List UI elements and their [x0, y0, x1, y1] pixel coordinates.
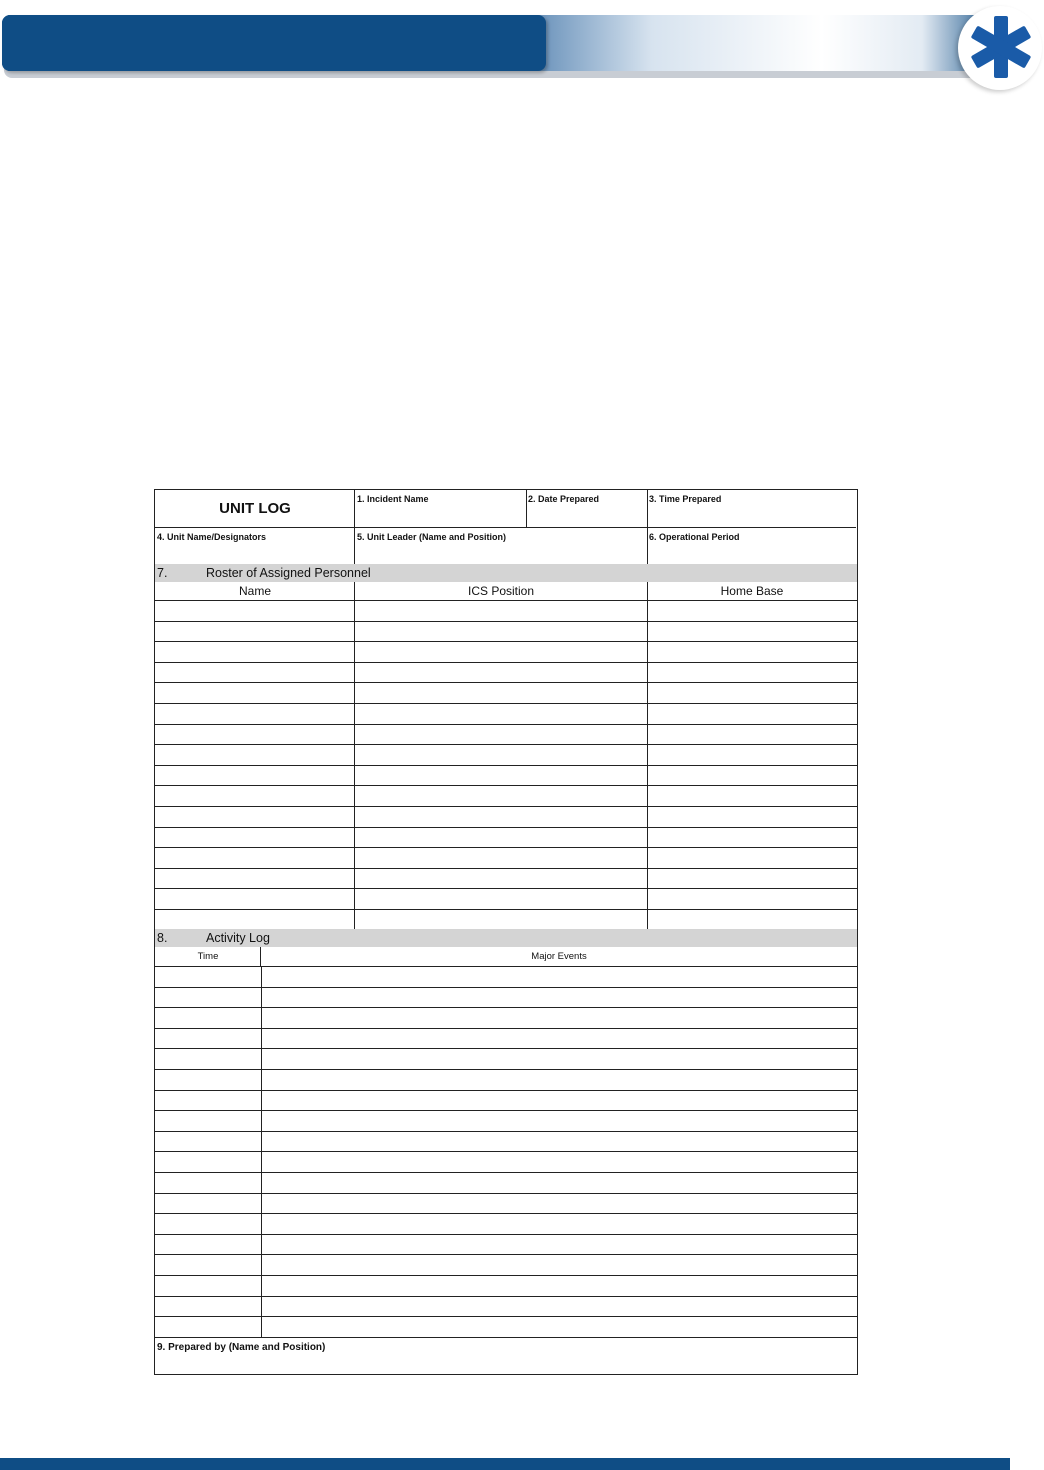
roster-cell[interactable] — [155, 868, 355, 889]
roster-section-header — [155, 564, 857, 582]
activity-cell[interactable] — [155, 1028, 262, 1049]
roster-row — [155, 745, 858, 766]
roster-cell[interactable] — [648, 848, 858, 869]
roster-cell[interactable] — [648, 889, 858, 910]
roster-section-number: 7. — [157, 566, 168, 580]
roster-col-name: Name — [238, 584, 271, 598]
activity-row — [155, 1090, 858, 1111]
activity-cell[interactable] — [262, 1296, 858, 1317]
roster-row — [155, 889, 858, 910]
roster-cell[interactable] — [355, 806, 648, 827]
activity-cell[interactable] — [155, 1008, 262, 1029]
roster-cell[interactable] — [155, 909, 355, 930]
roster-cell[interactable] — [155, 683, 355, 704]
activity-cell[interactable] — [262, 1317, 858, 1338]
roster-cell[interactable] — [648, 786, 858, 807]
roster-cell[interactable] — [155, 642, 355, 663]
roster-cell[interactable] — [648, 909, 858, 930]
activity-row — [155, 1172, 858, 1193]
roster-cell[interactable] — [155, 703, 355, 724]
roster-cell[interactable] — [355, 827, 648, 848]
roster-row — [155, 703, 858, 724]
activity-row — [155, 1255, 858, 1276]
divider — [354, 582, 355, 600]
activity-cell[interactable] — [262, 1049, 858, 1070]
activity-cell[interactable] — [262, 1275, 858, 1296]
roster-cell[interactable] — [355, 848, 648, 869]
activity-cell[interactable] — [155, 1152, 262, 1173]
activity-cell[interactable] — [262, 1131, 858, 1152]
activity-cell[interactable] — [262, 967, 858, 988]
incident-name-label: 1. Incident Name — [357, 494, 429, 504]
divider — [155, 527, 856, 528]
roster-cell[interactable] — [648, 724, 858, 745]
activity-row — [155, 1131, 858, 1152]
operational-period-label: 6. Operational Period — [649, 532, 740, 542]
roster-cell[interactable] — [648, 806, 858, 827]
prepared-by-label: 9. Prepared by (Name and Position) — [157, 1342, 326, 1353]
roster-row — [155, 621, 858, 642]
divider — [647, 582, 648, 600]
activity-table — [154, 966, 858, 1338]
roster-cell[interactable] — [155, 806, 355, 827]
unit-log-form — [154, 489, 858, 1375]
roster-row — [155, 683, 858, 704]
activity-cell[interactable] — [262, 1214, 858, 1235]
roster-cell[interactable] — [155, 662, 355, 683]
roster-cell[interactable] — [355, 642, 648, 663]
roster-cell[interactable] — [155, 621, 355, 642]
activity-cell[interactable] — [262, 1069, 858, 1090]
activity-cell[interactable] — [155, 1193, 262, 1214]
roster-cell[interactable] — [155, 786, 355, 807]
roster-section-title: Roster of Assigned Personnel — [206, 566, 371, 580]
roster-cell[interactable] — [648, 601, 858, 622]
banner-dark-segment — [2, 15, 546, 71]
activity-section-title: Activity Log — [206, 931, 270, 945]
roster-row — [155, 868, 858, 889]
activity-cell[interactable] — [155, 1317, 262, 1338]
activity-cell[interactable] — [262, 1028, 858, 1049]
unit-name-label: 4. Unit Name/Designators — [157, 532, 267, 542]
roster-row — [155, 786, 858, 807]
activity-cell[interactable] — [155, 1049, 262, 1070]
roster-cell[interactable] — [355, 703, 648, 724]
roster-cell[interactable] — [155, 889, 355, 910]
activity-row — [155, 1111, 858, 1132]
roster-row — [155, 601, 858, 622]
header-banner — [0, 0, 1044, 90]
activity-cell[interactable] — [262, 987, 858, 1008]
roster-cell[interactable] — [648, 683, 858, 704]
divider — [526, 490, 527, 527]
activity-cell[interactable] — [262, 1234, 858, 1255]
time-prepared-label: 3. Time Prepared — [649, 494, 722, 504]
activity-row — [155, 1028, 858, 1049]
activity-row — [155, 987, 858, 1008]
activity-section-header — [155, 929, 857, 947]
activity-cell[interactable] — [262, 1172, 858, 1193]
roster-row — [155, 848, 858, 869]
activity-cell[interactable] — [155, 1214, 262, 1235]
activity-cell[interactable] — [155, 1111, 262, 1132]
activity-row — [155, 1296, 858, 1317]
roster-cell[interactable] — [355, 868, 648, 889]
divider — [260, 947, 261, 966]
activity-row — [155, 1193, 858, 1214]
roster-row — [155, 909, 858, 930]
activity-cell[interactable] — [155, 1296, 262, 1317]
activity-row — [155, 1275, 858, 1296]
activity-cell[interactable] — [155, 1069, 262, 1090]
roster-cell[interactable] — [355, 601, 648, 622]
roster-cell[interactable] — [355, 724, 648, 745]
date-prepared-label: 2. Date Prepared — [528, 494, 600, 504]
roster-cell[interactable] — [155, 724, 355, 745]
activity-cell[interactable] — [262, 1008, 858, 1029]
roster-cell[interactable] — [155, 848, 355, 869]
roster-row — [155, 724, 858, 745]
roster-cell[interactable] — [155, 601, 355, 622]
roster-cell[interactable] — [648, 868, 858, 889]
activity-row — [155, 1317, 858, 1338]
activity-cell[interactable] — [155, 967, 262, 988]
roster-cell[interactable] — [355, 745, 648, 766]
roster-col-home-base: Home Base — [720, 584, 784, 598]
roster-cell[interactable] — [155, 745, 355, 766]
activity-row — [155, 1234, 858, 1255]
activity-row — [155, 1008, 858, 1029]
activity-cell[interactable] — [262, 1193, 858, 1214]
roster-cell[interactable] — [355, 909, 648, 930]
activity-cell[interactable] — [262, 1255, 858, 1276]
form-title: UNIT LOG — [219, 500, 291, 517]
roster-cell[interactable] — [155, 765, 355, 786]
roster-cell[interactable] — [648, 621, 858, 642]
roster-row — [155, 662, 858, 683]
roster-table — [154, 600, 858, 931]
roster-row — [155, 827, 858, 848]
activity-section-number: 8. — [157, 931, 168, 945]
footer-bar — [0, 1458, 1010, 1470]
activity-row — [155, 967, 858, 988]
activity-row — [155, 1049, 858, 1070]
activity-cell[interactable] — [155, 1255, 262, 1276]
roster-cell[interactable] — [648, 827, 858, 848]
activity-cell[interactable] — [155, 1131, 262, 1152]
roster-cell[interactable] — [355, 621, 648, 642]
activity-cell[interactable] — [155, 1234, 262, 1255]
roster-cell[interactable] — [648, 642, 858, 663]
roster-cell[interactable] — [648, 662, 858, 683]
activity-cell[interactable] — [155, 1090, 262, 1111]
activity-cell[interactable] — [262, 1090, 858, 1111]
activity-col-major-events: Major Events — [531, 951, 587, 962]
activity-cell[interactable] — [262, 1152, 858, 1173]
unit-leader-label: 5. Unit Leader (Name and Position) — [357, 532, 507, 542]
activity-cell[interactable] — [155, 1275, 262, 1296]
roster-cell[interactable] — [355, 786, 648, 807]
activity-row — [155, 1214, 858, 1235]
roster-cell[interactable] — [355, 683, 648, 704]
activity-cell[interactable] — [155, 987, 262, 1008]
roster-row — [155, 806, 858, 827]
roster-col-ics-position: ICS Position — [467, 584, 535, 598]
roster-cell[interactable] — [648, 703, 858, 724]
roster-row — [155, 642, 858, 663]
activity-cell[interactable] — [262, 1111, 858, 1132]
roster-cell[interactable] — [355, 765, 648, 786]
roster-row — [155, 765, 858, 786]
roster-cell[interactable] — [155, 827, 355, 848]
roster-cell[interactable] — [648, 765, 858, 786]
activity-row — [155, 1152, 858, 1173]
roster-cell[interactable] — [648, 745, 858, 766]
activity-cell[interactable] — [155, 1172, 262, 1193]
roster-cell[interactable] — [355, 662, 648, 683]
activity-col-time: Time — [197, 951, 219, 962]
star-of-life-icon — [968, 14, 1034, 80]
activity-row — [155, 1069, 858, 1090]
roster-cell[interactable] — [355, 889, 648, 910]
